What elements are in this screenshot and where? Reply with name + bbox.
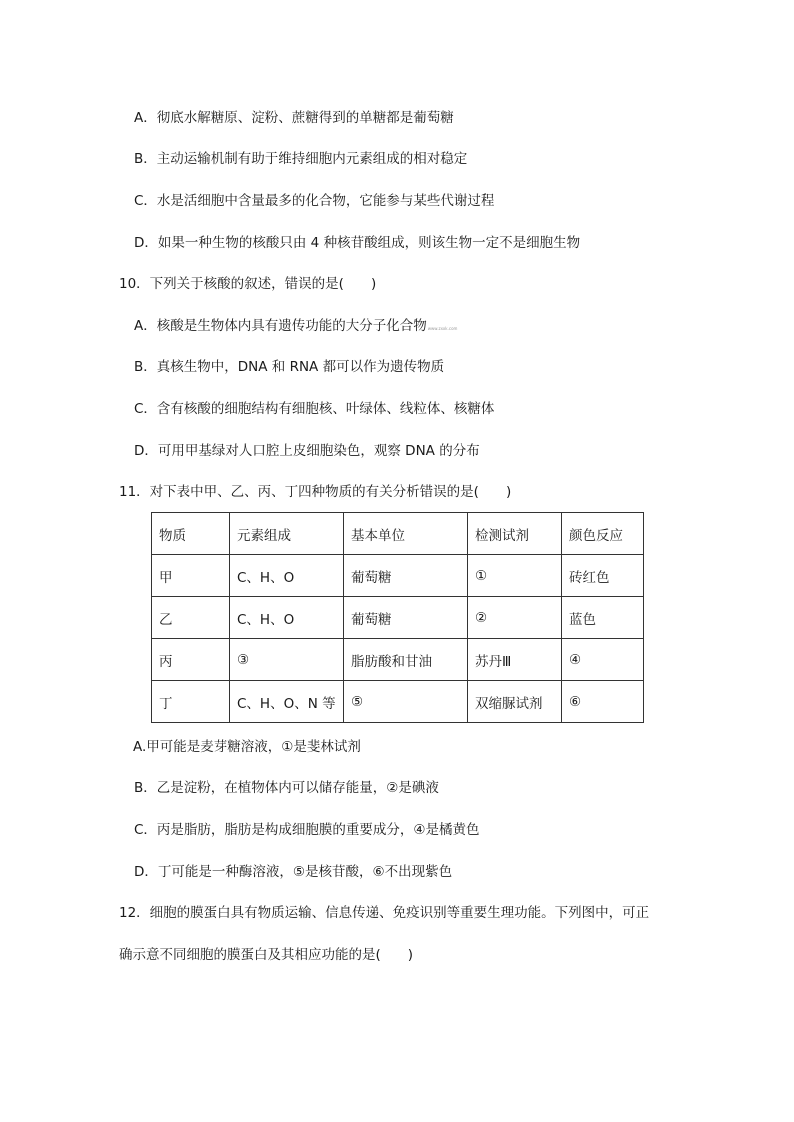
- q10-option-a-text: A．核酸是生物体内具有遗传功能的大分子化合物: [134, 318, 427, 334]
- table-cell: C、H、O、N 等: [230, 681, 344, 723]
- table-cell: C、H、O: [230, 597, 344, 639]
- watermark-text: www.zxxk.com: [427, 326, 458, 331]
- table-header-cell: 基本单位: [344, 513, 468, 555]
- q11-option-b: B．乙是淀粉，在植物体内可以储存能量，②是碘液: [134, 780, 439, 796]
- q12-stem-line1: 12．细胞的膜蛋白具有物质运输、信息传递、免疫识别等重要生理功能。下列图中，可正: [119, 905, 650, 921]
- table-cell: 葡萄糖: [344, 597, 468, 639]
- q11-option-c: C．丙是脂肪，脂肪是构成细胞膜的重要成分，④是橘黄色: [134, 822, 480, 838]
- table-row: [152, 639, 644, 681]
- q10-stem: 10．下列关于核酸的叙述，错误的是( ): [119, 276, 377, 292]
- table-cell: 丁: [152, 681, 230, 723]
- table-cell: 蓝色: [562, 597, 644, 639]
- table-row: [152, 597, 644, 639]
- table-cell: ⑤: [344, 681, 468, 723]
- table-header-cell: 颜色反应: [562, 513, 644, 555]
- table-cell: 双缩脲试剂: [468, 681, 562, 723]
- q11-stem: 11．对下表中甲、乙、丙、丁四种物质的有关分析错误的是( ): [119, 484, 512, 500]
- table-cell: 乙: [152, 597, 230, 639]
- table-cell: 脂肪酸和甘油: [344, 639, 468, 681]
- table-header-cell: 元素组成: [230, 513, 344, 555]
- table-cell: ①: [468, 555, 562, 597]
- table-cell: 丙: [152, 639, 230, 681]
- q9-option-d: D．如果一种生物的核酸只由 4 种核苷酸组成，则该生物一定不是细胞生物: [134, 235, 581, 251]
- table-header-row: [152, 513, 644, 555]
- q12-stem-line2: 确示意不同细胞的膜蛋白及其相应功能的是( ): [119, 947, 414, 963]
- table-cell: 甲: [152, 555, 230, 597]
- table-cell: C、H、O: [230, 555, 344, 597]
- table-row: [152, 555, 644, 597]
- table-cell: ④: [562, 639, 644, 681]
- table-header-cell: 物质: [152, 513, 230, 555]
- q9-option-c: C．水是活细胞中含量最多的化合物，它能参与某些代谢过程: [134, 193, 495, 209]
- q11-option-a: A.甲可能是麦芽糖溶液，①是斐林试剂: [133, 739, 361, 755]
- table-cell: ③: [230, 639, 344, 681]
- substance-analysis-table: [151, 512, 644, 723]
- q9-option-a: A．彻底水解糖原、淀粉、蔗糖得到的单糖都是葡萄糖: [134, 110, 454, 126]
- q10-option-b: B．真核生物中，DNA 和 RNA 都可以作为遗传物质: [134, 359, 445, 375]
- q10-option-a: [134, 316, 457, 339]
- table-cell: 砖红色: [562, 555, 644, 597]
- table-row: [152, 681, 644, 723]
- q10-option-c: C．含有核酸的细胞结构有细胞核、叶绿体、线粒体、核糖体: [134, 401, 495, 417]
- table-cell: 葡萄糖: [344, 555, 468, 597]
- table-cell: 苏丹Ⅲ: [468, 639, 562, 681]
- table-header-cell: 检测试剂: [468, 513, 562, 555]
- q9-option-b: B．主动运输机制有助于维持细胞内元素组成的相对稳定: [134, 151, 468, 167]
- table-cell: ②: [468, 597, 562, 639]
- table-cell: ⑥: [562, 681, 644, 723]
- q10-option-d: D．可用甲基绿对人口腔上皮细胞染色，观察 DNA 的分布: [134, 443, 480, 459]
- q11-option-d: D．丁可能是一种酶溶液，⑤是核苷酸，⑥不出现紫色: [134, 864, 453, 880]
